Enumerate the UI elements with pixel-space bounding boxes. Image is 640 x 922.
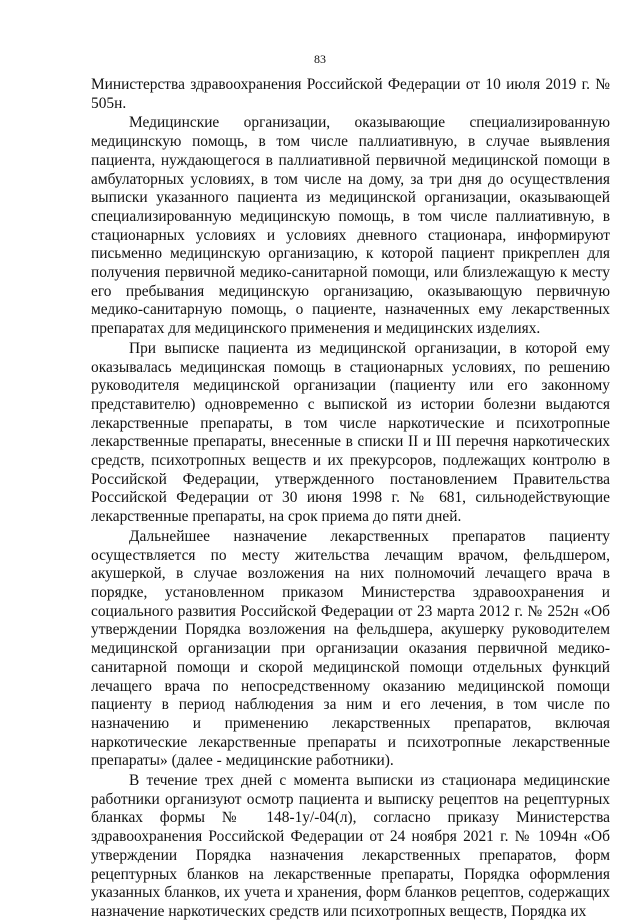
document-body: [91, 76, 610, 922]
paragraph-palliative-notification: Медицинские организации, оказывающие специализированную медицинскую помощь, в том числе паллиативную, в случае выявления пациента, нуждающегося в паллиативной первичной медицинской помощи в амбулаторных условиях, в том числе на дому, за три дня до осуществления выписки указанного пациента из медицинской организации, оказывающей специализированную медицинскую помощь, в том числе паллиативную, в стационарных условиях и условиях дневного стационара, информируют письменно медицинскую организацию, к которой пациент прикреплен для получения первичной медико-санитарной помощи, или близлежащую к месту его пребывания медицинскую организацию, оказывающую первичную медико-санитарную помощь, о пациенте, назначенных ему лекарственных препаратах для медицинского применения и медицинских изделиях.: [91, 114, 610, 338]
paragraph-discharge-medication: При выписке пациента из медицинской организации, в которой ему оказывалась медицинская помощь в стационарных условиях, по решению руководителя медицинской организации (пациенту или его законному представителю) одновременно с выпиской из истории болезни выдаются лекарственные препараты, в том числе наркотические и психотропные лекарственные препараты, внесенные в списки II и III перечня наркотических средств, психотропных веществ и их прекурсоров, подлежащих контролю в Российской Федерации, утвержденного постановлением Правительства Российской Федерации от 30 июня 1998 г. № 681, сильнодействующие лекарственные препараты, на срок приема до пяти дней.: [91, 339, 610, 526]
page-number: 83: [314, 52, 326, 66]
paragraph-further-prescription: Дальнейшее назначение лекарственных препаратов пациенту осуществляется по месту жительства лечащим врачом, фельдшером, акушеркой, в случае возложения на них полномочий лечащего врача в порядке, установленном приказом Министерства здравоохранения и социального развития Российской Федерации от 23 марта 2012 г. № 252н «Об утверждении Порядка возложения на фельдшера, акушерку руководителем медицинской организации при организации оказания первичной медико-санитарной помощи и скорой медицинской помощи отдельных функций лечащего врача по непосредственному оказанию медицинской помощи пациенту в период наблюдения за ним и его лечения, в том числе по назначению и применению лекарственных препаратов, включая наркотические лекарственные препараты и психотропные лекарственные препараты» (далее - медицинские работники).: [91, 527, 610, 770]
paragraph-three-days-examination: В течение трех дней с момента выписки из стационара медицинские работники организуют осмотр пациента и выписку рецептов на рецептурных бланках формы № 148-1у/-04(л), согласно приказу Министерства здравоохранения Российской Федерации от 24 ноября 2021 г. № 1094н «Об утверждении Порядка назначения лекарственных препаратов, форм рецептурных бланков на лекарственные препараты, Порядка оформления указанных бланков, их учета и хранения, форм бланков рецептов, содержащих назначение наркотических средств или психотропных веществ, Порядка их: [91, 772, 610, 920]
paragraph-continuation: Министерства здравоохранения Российской Федерации от 10 июля 2019 г. № 505н.: [91, 76, 610, 112]
